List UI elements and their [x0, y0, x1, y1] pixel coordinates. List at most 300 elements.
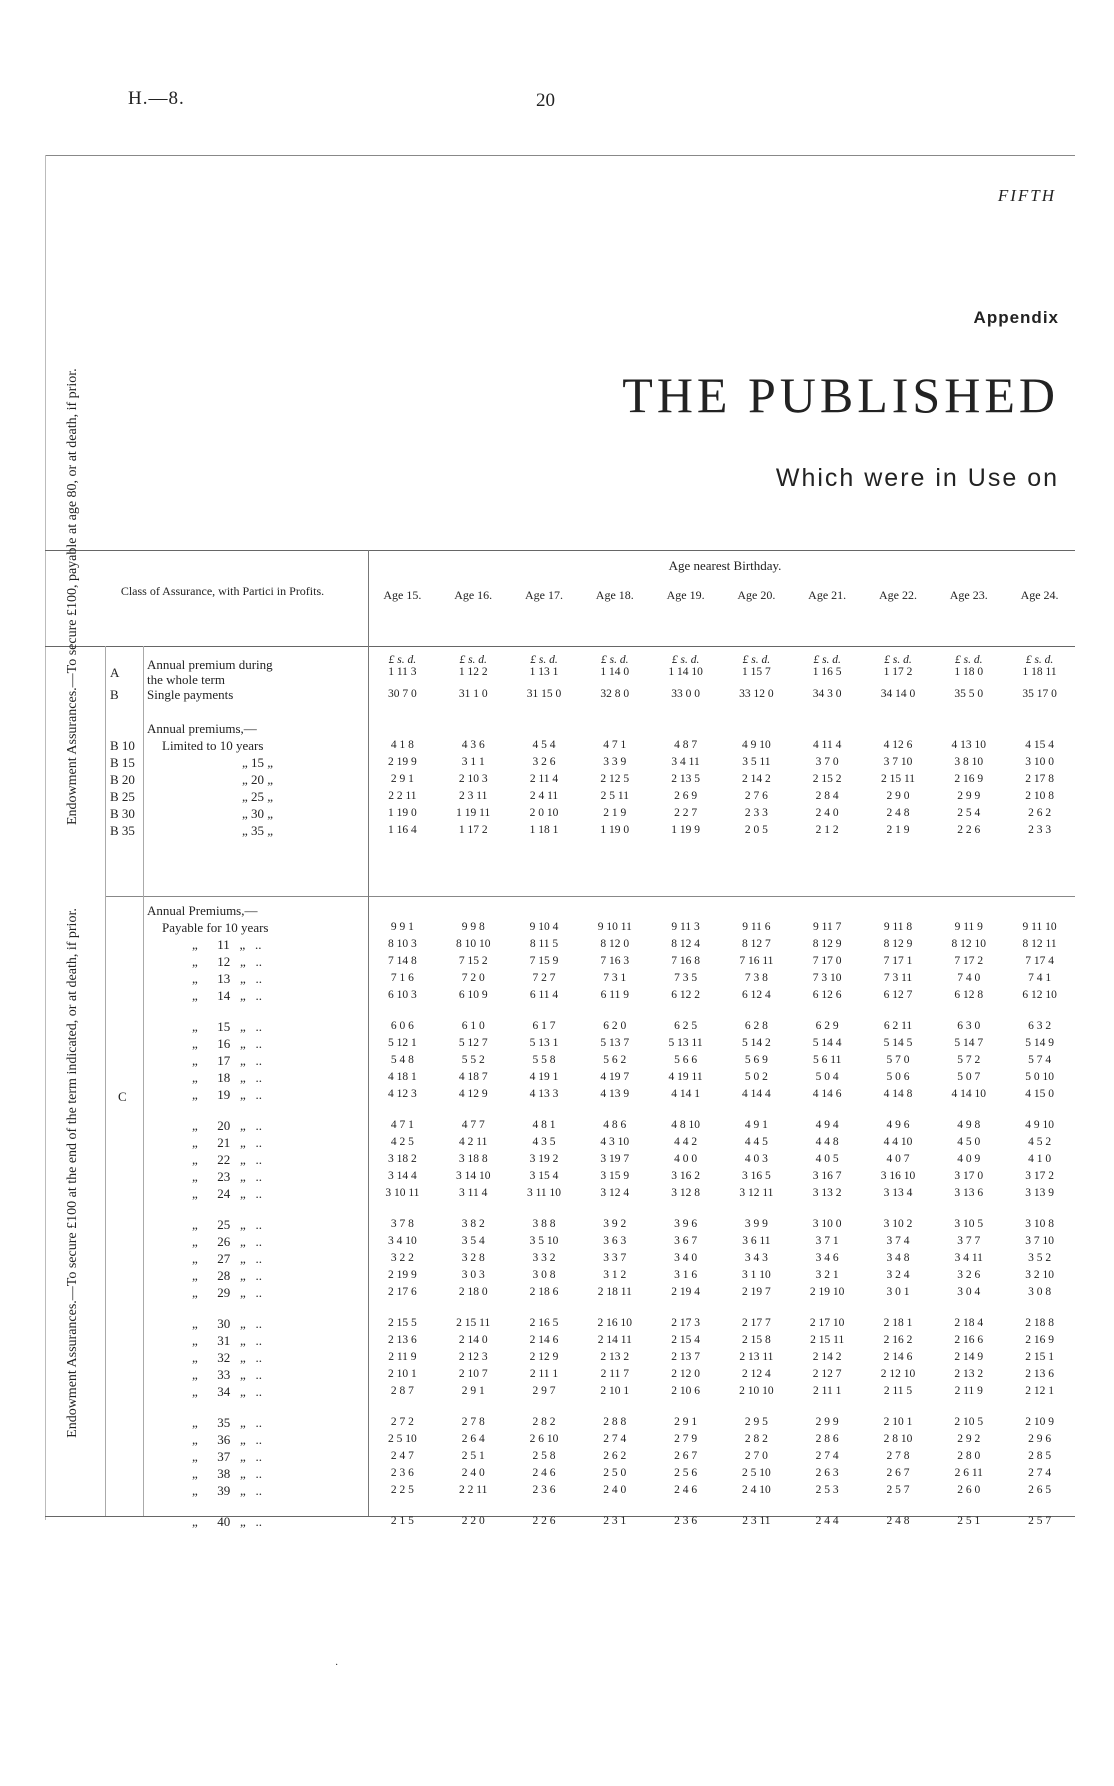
- value-cell: 3 10 5: [954, 1218, 984, 1230]
- value-cell: 9 11 3: [671, 921, 700, 933]
- value-cell: 9 11 6: [742, 921, 771, 933]
- value-cell: 3 17 0: [954, 1170, 984, 1182]
- age-column-header: Age 20.: [737, 588, 776, 602]
- value-cell: 1 19 11: [456, 807, 491, 819]
- value-cell: 3 4 11: [954, 1252, 983, 1264]
- value-cell: 5 5 8: [532, 1054, 556, 1066]
- column-divider: [105, 646, 106, 1516]
- table-row: [367, 1018, 1075, 1035]
- value-cell: 2 12 0: [671, 1368, 700, 1380]
- term-label: „ 34 „ ..: [192, 1384, 263, 1399]
- value-cell: 2 2 6: [957, 824, 981, 836]
- value-cell: 2 6 7: [886, 1467, 910, 1479]
- value-cell: 4 5 4: [532, 739, 556, 751]
- term-label: „ 15 „ ..: [192, 1019, 263, 1034]
- value-cell: 5 0 10: [1025, 1071, 1054, 1083]
- value-cell: 5 0 2: [744, 1071, 768, 1083]
- value-cell: 2 17 7: [742, 1317, 771, 1329]
- term-label: „ 21 „ ..: [192, 1135, 263, 1150]
- row-code: B: [110, 687, 119, 702]
- value-cell: 2 15 4: [671, 1334, 700, 1346]
- value-cell: 5 6 2: [603, 1054, 627, 1066]
- value-cell: 4 9 4: [815, 1119, 839, 1131]
- section2-heading: Annual Premiums,—: [147, 903, 258, 918]
- value-cell: 3 2 10: [1025, 1269, 1054, 1281]
- value-cell: 4 12 3: [388, 1088, 417, 1100]
- table-row: [367, 1513, 1075, 1530]
- value-cell: 2 18 4: [954, 1317, 984, 1329]
- value-cell: 3 8 2: [461, 1218, 485, 1230]
- value-cell: 3 9 2: [603, 1218, 627, 1230]
- value-cell: 5 5 2: [461, 1054, 485, 1066]
- value-cell: 1 14 10: [668, 666, 703, 678]
- table-row: [367, 1035, 1075, 1052]
- value-cell: 9 11 8: [883, 921, 913, 933]
- value-cell: 2 2 5: [390, 1484, 414, 1496]
- value-cell: 2 5 8: [532, 1450, 556, 1462]
- value-cell: 2 9 2: [957, 1433, 981, 1445]
- value-cell: 6 12 6: [812, 989, 842, 1001]
- value-cell: 3 16 5: [742, 1170, 771, 1182]
- row-code: B 30: [110, 806, 135, 821]
- table-row: [367, 788, 1075, 805]
- value-cell: 5 7 4: [1028, 1054, 1052, 1066]
- value-cell: 2 14 2: [742, 773, 771, 785]
- table-rule-section: [105, 896, 1075, 897]
- table-row: [367, 664, 1075, 681]
- value-cell: 2 5 4: [957, 807, 981, 819]
- value-cell: 2 5 10: [388, 1433, 417, 1445]
- value-cell: 3 6 7: [674, 1235, 698, 1247]
- value-cell: 2 3 6: [532, 1484, 556, 1496]
- table-row: [367, 1069, 1075, 1086]
- value-cell: 2 2 7: [674, 807, 698, 819]
- appendix-label: Appendix: [973, 308, 1059, 327]
- section2-side-label: [65, 753, 85, 1593]
- table-row: [367, 1284, 1075, 1301]
- value-cell: 3 10 11: [385, 1187, 420, 1199]
- value-cell: 3 7 10: [883, 756, 913, 768]
- value-cell: 8 11 5: [529, 938, 559, 950]
- value-cell: 6 10 9: [458, 989, 488, 1001]
- value-cell: 7 15 9: [529, 955, 559, 967]
- units-cell: £ s. d.: [955, 654, 983, 666]
- row-description: „ 15 „: [242, 755, 274, 770]
- table-row: [367, 737, 1075, 754]
- value-cell: 7 4 0: [957, 972, 981, 984]
- value-cell: 2 1 2: [815, 824, 839, 836]
- term-label: „ 27 „ ..: [192, 1251, 263, 1266]
- value-cell: 2 19 9: [388, 1269, 417, 1281]
- section1-side-label-text: Endowment Assurances.—To secure £100, payable at age 80, or at death, if prior.: [65, 368, 80, 825]
- table-row: [367, 822, 1075, 839]
- value-cell: 7 15 2: [458, 955, 488, 967]
- value-cell: 4 11 4: [813, 739, 842, 751]
- term-label: „ 37 „ ..: [192, 1449, 263, 1464]
- value-cell: 7 17 1: [883, 955, 913, 967]
- table-row: [367, 1366, 1075, 1383]
- value-cell: 7 3 5: [674, 972, 698, 984]
- value-cell: 4 4 8: [815, 1136, 839, 1148]
- value-cell: 3 7 8: [390, 1218, 414, 1230]
- value-cell: 2 8 10: [883, 1433, 913, 1445]
- value-cell: 2 13 6: [388, 1334, 417, 1346]
- value-cell: 4 13 9: [600, 1088, 630, 1100]
- value-cell: 2 11 1: [529, 1368, 559, 1380]
- row-code: B 25: [110, 789, 135, 804]
- value-cell: 8 12 7: [742, 938, 771, 950]
- value-cell: 2 8 0: [957, 1450, 981, 1462]
- value-cell: 2 12 1: [1025, 1385, 1054, 1397]
- value-cell: 1 19 9: [671, 824, 700, 836]
- value-cell: 2 14 6: [529, 1334, 559, 1346]
- value-cell: 2 17 10: [809, 1317, 845, 1329]
- value-cell: 5 14 7: [954, 1037, 984, 1049]
- value-cell: 34 3 0: [812, 688, 842, 700]
- value-cell: 6 3 2: [1028, 1020, 1052, 1032]
- value-cell: 2 4 0: [461, 1467, 485, 1479]
- value-cell: 7 3 10: [812, 972, 842, 984]
- term-label: „ 14 „ ..: [192, 988, 263, 1003]
- value-cell: 2 19 4: [671, 1286, 700, 1298]
- table-row: [367, 754, 1075, 771]
- value-cell: 2 10 5: [954, 1416, 984, 1428]
- value-cell: 3 5 4: [461, 1235, 485, 1247]
- value-cell: 3 13 6: [954, 1187, 984, 1199]
- value-cell: 7 16 8: [671, 955, 700, 967]
- value-cell: 7 16 11: [739, 955, 774, 967]
- value-cell: 6 2 5: [674, 1020, 698, 1032]
- term-label: „ 13 „ ..: [192, 971, 263, 986]
- term-label: „ 30 „ ..: [192, 1316, 263, 1331]
- value-cell: 4 14 4: [742, 1088, 771, 1100]
- value-cell: 6 12 2: [671, 989, 700, 1001]
- table-row: [367, 1349, 1075, 1366]
- table-row: [367, 1185, 1075, 1202]
- value-cell: 3 5 2: [1028, 1252, 1052, 1264]
- value-cell: 3 12 4: [600, 1187, 630, 1199]
- term-label: „ 17 „ ..: [192, 1053, 263, 1068]
- value-cell: 3 7 10: [1025, 1235, 1054, 1247]
- age-column-header: Age 15.: [383, 588, 422, 602]
- value-cell: 5 14 5: [883, 1037, 913, 1049]
- value-cell: 1 18 11: [1022, 666, 1057, 678]
- document-code: H.—8.: [128, 88, 185, 109]
- value-cell: 4 12 6: [883, 739, 913, 751]
- value-cell: 2 5 3: [815, 1484, 839, 1496]
- value-cell: 3 13 2: [812, 1187, 842, 1199]
- term-label: „ 26 „ ..: [192, 1234, 263, 1249]
- table-row: [367, 771, 1075, 788]
- value-cell: 4 7 7: [461, 1119, 485, 1131]
- value-cell: 4 5 0: [957, 1136, 981, 1148]
- table-row: [367, 1448, 1075, 1465]
- value-cell: 8 12 9: [812, 938, 842, 950]
- value-cell: 3 7 0: [815, 756, 839, 768]
- term-label: „ 19 „ ..: [192, 1087, 263, 1102]
- table-row: [367, 1086, 1075, 1103]
- value-cell: 4 0 9: [957, 1153, 981, 1165]
- value-cell: 2 9 9: [957, 790, 981, 802]
- value-cell: 4 14 1: [671, 1088, 700, 1100]
- value-cell: 4 14 10: [951, 1088, 987, 1100]
- value-cell: 2 4 0: [603, 1484, 627, 1496]
- value-cell: 4 0 5: [815, 1153, 839, 1165]
- value-cell: 2 13 5: [671, 773, 700, 785]
- value-cell: 2 13 7: [671, 1351, 700, 1363]
- value-cell: 2 9 1: [390, 773, 414, 785]
- value-cell: 7 14 8: [388, 955, 417, 967]
- age-columns: [367, 588, 1075, 603]
- value-cell: 4 3 6: [461, 739, 485, 751]
- value-cell: 2 11 9: [954, 1385, 983, 1397]
- value-cell: 5 12 7: [458, 1037, 488, 1049]
- term-label: „ 40 „ ..: [192, 1514, 263, 1529]
- value-cell: 3 2 2: [390, 1252, 414, 1264]
- value-cell: 7 3 11: [883, 972, 913, 984]
- value-cell: 2 2 0: [461, 1515, 485, 1527]
- value-cell: 2 10 3: [458, 773, 488, 785]
- value-cell: 2 12 9: [529, 1351, 559, 1363]
- value-cell: 2 8 7: [390, 1385, 414, 1397]
- table-row: [367, 1332, 1075, 1349]
- term-label: „ 32 „ ..: [192, 1350, 263, 1365]
- value-cell: 5 14 4: [812, 1037, 842, 1049]
- row-description: „ 20 „: [242, 772, 274, 787]
- value-cell: 4 9 10: [1025, 1119, 1054, 1131]
- value-cell: 2 12 3: [458, 1351, 488, 1363]
- value-cell: 4 7 1: [603, 739, 627, 751]
- age-column-header: Age 23.: [949, 588, 988, 602]
- value-cell: 3 0 8: [532, 1269, 556, 1281]
- term-label: „ 31 „ ..: [192, 1333, 263, 1348]
- value-cell: 1 18 1: [529, 824, 559, 836]
- value-cell: 3 2 4: [886, 1269, 910, 1281]
- page-subtitle: Which were in Use on: [775, 464, 1059, 492]
- value-cell: 2 10 1: [883, 1416, 913, 1428]
- value-cell: 3 4 0: [674, 1252, 698, 1264]
- value-cell: 2 3 11: [742, 1515, 771, 1527]
- term-label: „ 39 „ ..: [192, 1483, 263, 1498]
- value-cell: 2 15 5: [388, 1317, 417, 1329]
- value-cell: 33 0 0: [671, 688, 700, 700]
- row-description: „ 25 „: [242, 789, 274, 804]
- row-code: A: [110, 665, 120, 680]
- value-cell: 9 11 10: [1022, 921, 1057, 933]
- table-row: [367, 1431, 1075, 1448]
- page-title: THE PUBLISHED: [622, 367, 1059, 423]
- units-cell: £ s. d.: [1025, 654, 1054, 666]
- value-cell: 3 9 9: [744, 1218, 768, 1230]
- term-label: „ 29 „ ..: [192, 1285, 263, 1300]
- value-cell: 3 18 2: [388, 1153, 417, 1165]
- value-cell: 1 13 1: [529, 666, 559, 678]
- value-cell: 2 15 11: [456, 1317, 491, 1329]
- units-cell: £ s. d.: [388, 654, 417, 666]
- value-cell: 3 11 10: [526, 1187, 562, 1199]
- value-cell: 5 6 6: [674, 1054, 698, 1066]
- age-column-header: Age 16.: [454, 588, 493, 602]
- value-cell: 5 6 9: [744, 1054, 768, 1066]
- section2-side-label-text: Endowment Assurances.—To secure £100 at the end of the term indicated, or at death, if prior.: [65, 908, 80, 1438]
- value-cell: 2 18 1: [883, 1317, 913, 1329]
- value-cell: 2 9 7: [532, 1385, 556, 1397]
- age-column-header: Age 22.: [878, 588, 917, 602]
- value-cell: 3 4 11: [671, 756, 700, 768]
- value-cell: 2 6 9: [674, 790, 698, 802]
- value-cell: 2 3 6: [390, 1467, 414, 1479]
- value-cell: 4 19 1: [529, 1071, 559, 1083]
- value-cell: 2 5 0: [603, 1467, 627, 1479]
- value-cell: 5 13 1: [529, 1037, 559, 1049]
- value-cell: 2 7 0: [744, 1450, 768, 1462]
- value-cell: 3 1 1: [461, 756, 485, 768]
- value-cell: 4 13 3: [529, 1088, 559, 1100]
- value-cell: 1 19 0: [388, 807, 417, 819]
- value-cell: 2 12 7: [812, 1368, 842, 1380]
- age-column-header: Age 21.: [808, 588, 847, 602]
- value-cell: 1 14 0: [600, 666, 630, 678]
- value-cell: 2 19 10: [809, 1286, 845, 1298]
- value-cell: 2 6 2: [1028, 807, 1052, 819]
- term-label: „ 36 „ ..: [192, 1432, 263, 1447]
- value-cell: 7 17 2: [954, 955, 984, 967]
- table-row: [367, 686, 1075, 703]
- value-cell: 2 5 7: [886, 1484, 910, 1496]
- value-cell: 1 17 2: [458, 824, 488, 836]
- table-row: [367, 1250, 1075, 1267]
- value-cell: 7 17 0: [812, 955, 842, 967]
- value-cell: 8 12 9: [883, 938, 913, 950]
- value-cell: 8 12 0: [600, 938, 630, 950]
- page-number: 20: [536, 90, 555, 111]
- table-row: [367, 1465, 1075, 1482]
- value-cell: 2 9 1: [674, 1416, 698, 1428]
- value-cell: 2 16 10: [597, 1317, 633, 1329]
- table-row: [367, 1216, 1075, 1233]
- value-cell: 2 18 6: [529, 1286, 559, 1298]
- value-cell: 2 7 4: [1028, 1467, 1052, 1479]
- value-cell: 7 2 0: [461, 972, 485, 984]
- value-cell: 2 15 1: [1025, 1351, 1054, 1363]
- value-cell: 2 18 0: [458, 1286, 488, 1298]
- value-cell: 4 18 1: [388, 1071, 417, 1083]
- value-cell: 4 12 9: [458, 1088, 488, 1100]
- table-row: [367, 805, 1075, 822]
- value-cell: 6 12 4: [742, 989, 771, 1001]
- value-cell: 2 10 6: [671, 1385, 700, 1397]
- value-cell: 2 4 6: [674, 1484, 698, 1496]
- value-cell: 2 5 1: [957, 1515, 981, 1527]
- units-cell: £ s. d.: [601, 654, 629, 666]
- value-cell: 2 10 1: [600, 1385, 630, 1397]
- value-cell: 2 0 5: [744, 824, 768, 836]
- units-cell: £ s. d.: [459, 654, 487, 666]
- row-description: „ 35 „: [242, 823, 274, 838]
- row-description: Limited to 10 years: [162, 738, 264, 753]
- value-cell: 2 5 7: [1028, 1515, 1052, 1527]
- value-cell: 5 0 4: [815, 1071, 839, 1083]
- value-cell: 2 14 6: [883, 1351, 913, 1363]
- value-cell: 3 7 7: [957, 1235, 981, 1247]
- value-cell: 2 19 7: [742, 1286, 771, 1298]
- value-cell: 2 4 4: [815, 1515, 839, 1527]
- term-label: „ 16 „ ..: [192, 1036, 263, 1051]
- value-cell: 2 6 7: [674, 1450, 698, 1462]
- term-label: „ 11 „ ..: [192, 937, 262, 952]
- value-cell: 4 0 7: [886, 1153, 910, 1165]
- term-label: „ 25 „ ..: [192, 1217, 263, 1232]
- table-row: [367, 953, 1075, 970]
- value-cell: 2 13 2: [600, 1351, 630, 1363]
- value-cell: 4 8 10: [671, 1119, 700, 1131]
- value-cell: 4 1 0: [1028, 1153, 1052, 1165]
- column-divider: [143, 646, 144, 1516]
- value-cell: 2 6 0: [957, 1484, 981, 1496]
- age-header: Age nearest Birthday.: [668, 558, 782, 573]
- value-cell: 3 3 9: [603, 756, 627, 768]
- value-cell: 2 11 5: [883, 1385, 913, 1397]
- value-cell: 5 0 7: [957, 1071, 981, 1083]
- value-cell: 1 17 2: [883, 666, 913, 678]
- value-cell: 4 8 6: [603, 1119, 627, 1131]
- value-cell: 31 1 0: [458, 688, 488, 700]
- units-cell: £ s. d.: [671, 654, 700, 666]
- appendix-number: FIFTH: [997, 186, 1056, 205]
- value-cell: 9 10 4: [529, 921, 559, 933]
- value-cell: 3 19 2: [529, 1153, 559, 1165]
- value-cell: 2 4 0: [815, 807, 839, 819]
- value-cell: 3 2 1: [815, 1269, 839, 1281]
- value-cell: 2 16 5: [529, 1317, 559, 1329]
- table-row: [367, 1052, 1075, 1069]
- value-cell: 3 7 1: [815, 1235, 839, 1247]
- table-row: [367, 1414, 1075, 1431]
- value-cell: 4 7 1: [390, 1119, 414, 1131]
- value-cell: 3 5 10: [529, 1235, 559, 1247]
- value-cell: 4 3 5: [532, 1136, 556, 1148]
- value-cell: 2 1 9: [886, 824, 910, 836]
- age-column-header: Age 19.: [666, 588, 705, 602]
- value-cell: 3 10 2: [883, 1218, 913, 1230]
- value-cell: 31 15 0: [526, 688, 562, 700]
- table-row: [367, 936, 1075, 953]
- value-cell: 2 15 2: [812, 773, 842, 785]
- value-cell: 3 15 9: [600, 1170, 630, 1182]
- value-cell: 3 10 0: [812, 1218, 842, 1230]
- value-cell: 2 15 11: [810, 1334, 845, 1346]
- value-cell: 2 4 7: [390, 1450, 414, 1462]
- value-cell: 2 9 6: [1028, 1433, 1052, 1445]
- value-cell: 9 10 11: [597, 921, 632, 933]
- value-cell: 2 19 9: [388, 756, 417, 768]
- value-cell: 4 13 10: [951, 739, 987, 751]
- value-cell: 4 9 1: [744, 1119, 768, 1131]
- value-cell: 5 6 11: [813, 1054, 842, 1066]
- value-cell: 2 13 11: [739, 1351, 774, 1363]
- value-cell: 9 11 7: [813, 921, 842, 933]
- value-cell: 2 3 1: [603, 1515, 627, 1527]
- value-cell: 2 7 9: [674, 1433, 698, 1445]
- value-cell: 4 1 8: [390, 739, 414, 751]
- table-row: [367, 1233, 1075, 1250]
- row-code: B 15: [110, 755, 135, 770]
- value-cell: 4 8 1: [532, 1119, 556, 1131]
- value-cell: 5 7 2: [957, 1054, 981, 1066]
- value-cell: 2 6 3: [815, 1467, 839, 1479]
- value-cell: 2 10 9: [1025, 1416, 1054, 1428]
- term-label: Payable for 10 years: [162, 920, 269, 935]
